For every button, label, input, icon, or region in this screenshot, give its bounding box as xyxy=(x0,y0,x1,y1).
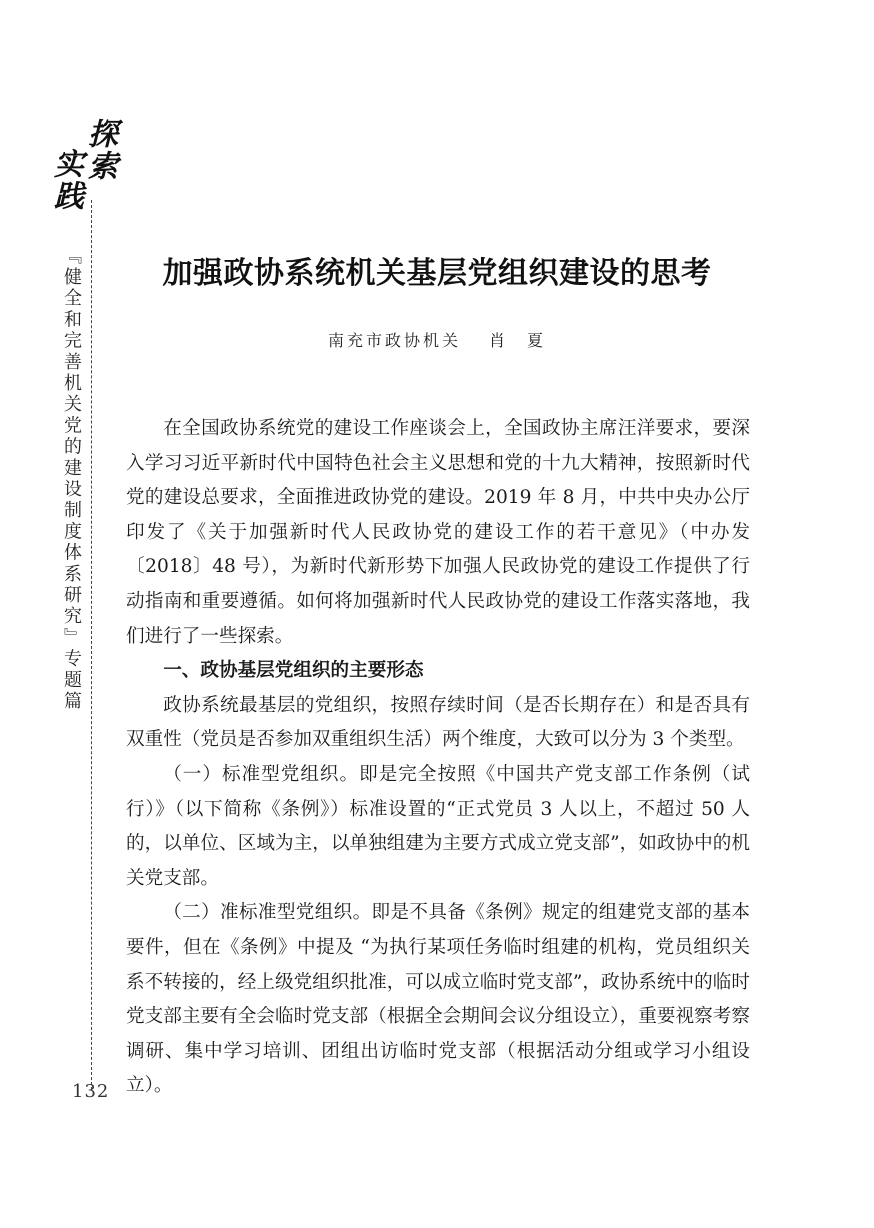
item-lead-quasi-standard: （二）准标准型党组织。 xyxy=(163,902,372,924)
series-title-vertical: 『健全和完善机关党的建设制度体系研究』专题篇 xyxy=(61,246,82,713)
author-name: 肖 夏 xyxy=(489,331,547,350)
section-heading: 一、政协基层党组织的主要形态 xyxy=(163,660,424,682)
section-brush-title-explore: 探索 xyxy=(82,118,117,182)
author-organization: 南充市政协机关 xyxy=(327,331,461,350)
article-body xyxy=(126,412,750,1104)
intro-paragraph: 在全国政协系统党的建设工作座谈会上，全国政协主席汪洋要求，要深入学习习近平新时代中国特色社会主义思想和党的十九大精神，按照新时代党的建设总要求，全面推进政协党的建设。2019 年 8 月，中共中央办公厅印发了《关于加强新时代人民政协党的建设工作的若干意见》（中办发〔2018〕48 号），为新时代新形势下加强人民政协党的建设工作提供了行动指南和重要遵循。如何将加强新时代人民政协党的建设工作落实落地，我们进行了一些探索。 xyxy=(126,418,750,647)
item-paragraph-quasi-standard xyxy=(126,896,750,1104)
item-paragraph-standard xyxy=(126,758,750,896)
item-text-standard: 即是完全按照《中国共产党支部工作条例（试行）》（以下简称《条例》）标准设置的“正式党员 3 人以上，不超过 50 人的，以单位、区域为主，以单独组建为主要方式成立党支部”，如政协中的机关党支部。 xyxy=(126,763,750,889)
article-title: 加强政协系统机关基层党组织建设的思考 xyxy=(162,256,712,291)
item-text-quasi-standard: 即是不具备《条例》规定的组建党支部的基本要件，但在《条例》中提及 “为执行某项任务临时组建的机构，党员组织关系不转接的，经上级党组织批准，可以成立临时党支部”，政协系统中的临时党支部主要有全会临时党支部（根据全会期间会议分组设立），重要视察考察调研、集中学习培训、团组出访临时党支部（根据活动分组或学习小组设立）。 xyxy=(126,902,750,1097)
page-number: 132 xyxy=(72,1081,110,1102)
section-intro-paragraph: 政协系统最基层的党组织，按照存续时间（是否长期存在）和是否具有双重性（党员是否参加双重组织生活）两个维度，大致可以分为 3 个类型。 xyxy=(126,694,750,751)
item-lead-standard: （一）标准型党组织。 xyxy=(163,763,360,785)
section-brush-title-practice: 实践 xyxy=(48,148,83,212)
byline xyxy=(0,328,874,351)
